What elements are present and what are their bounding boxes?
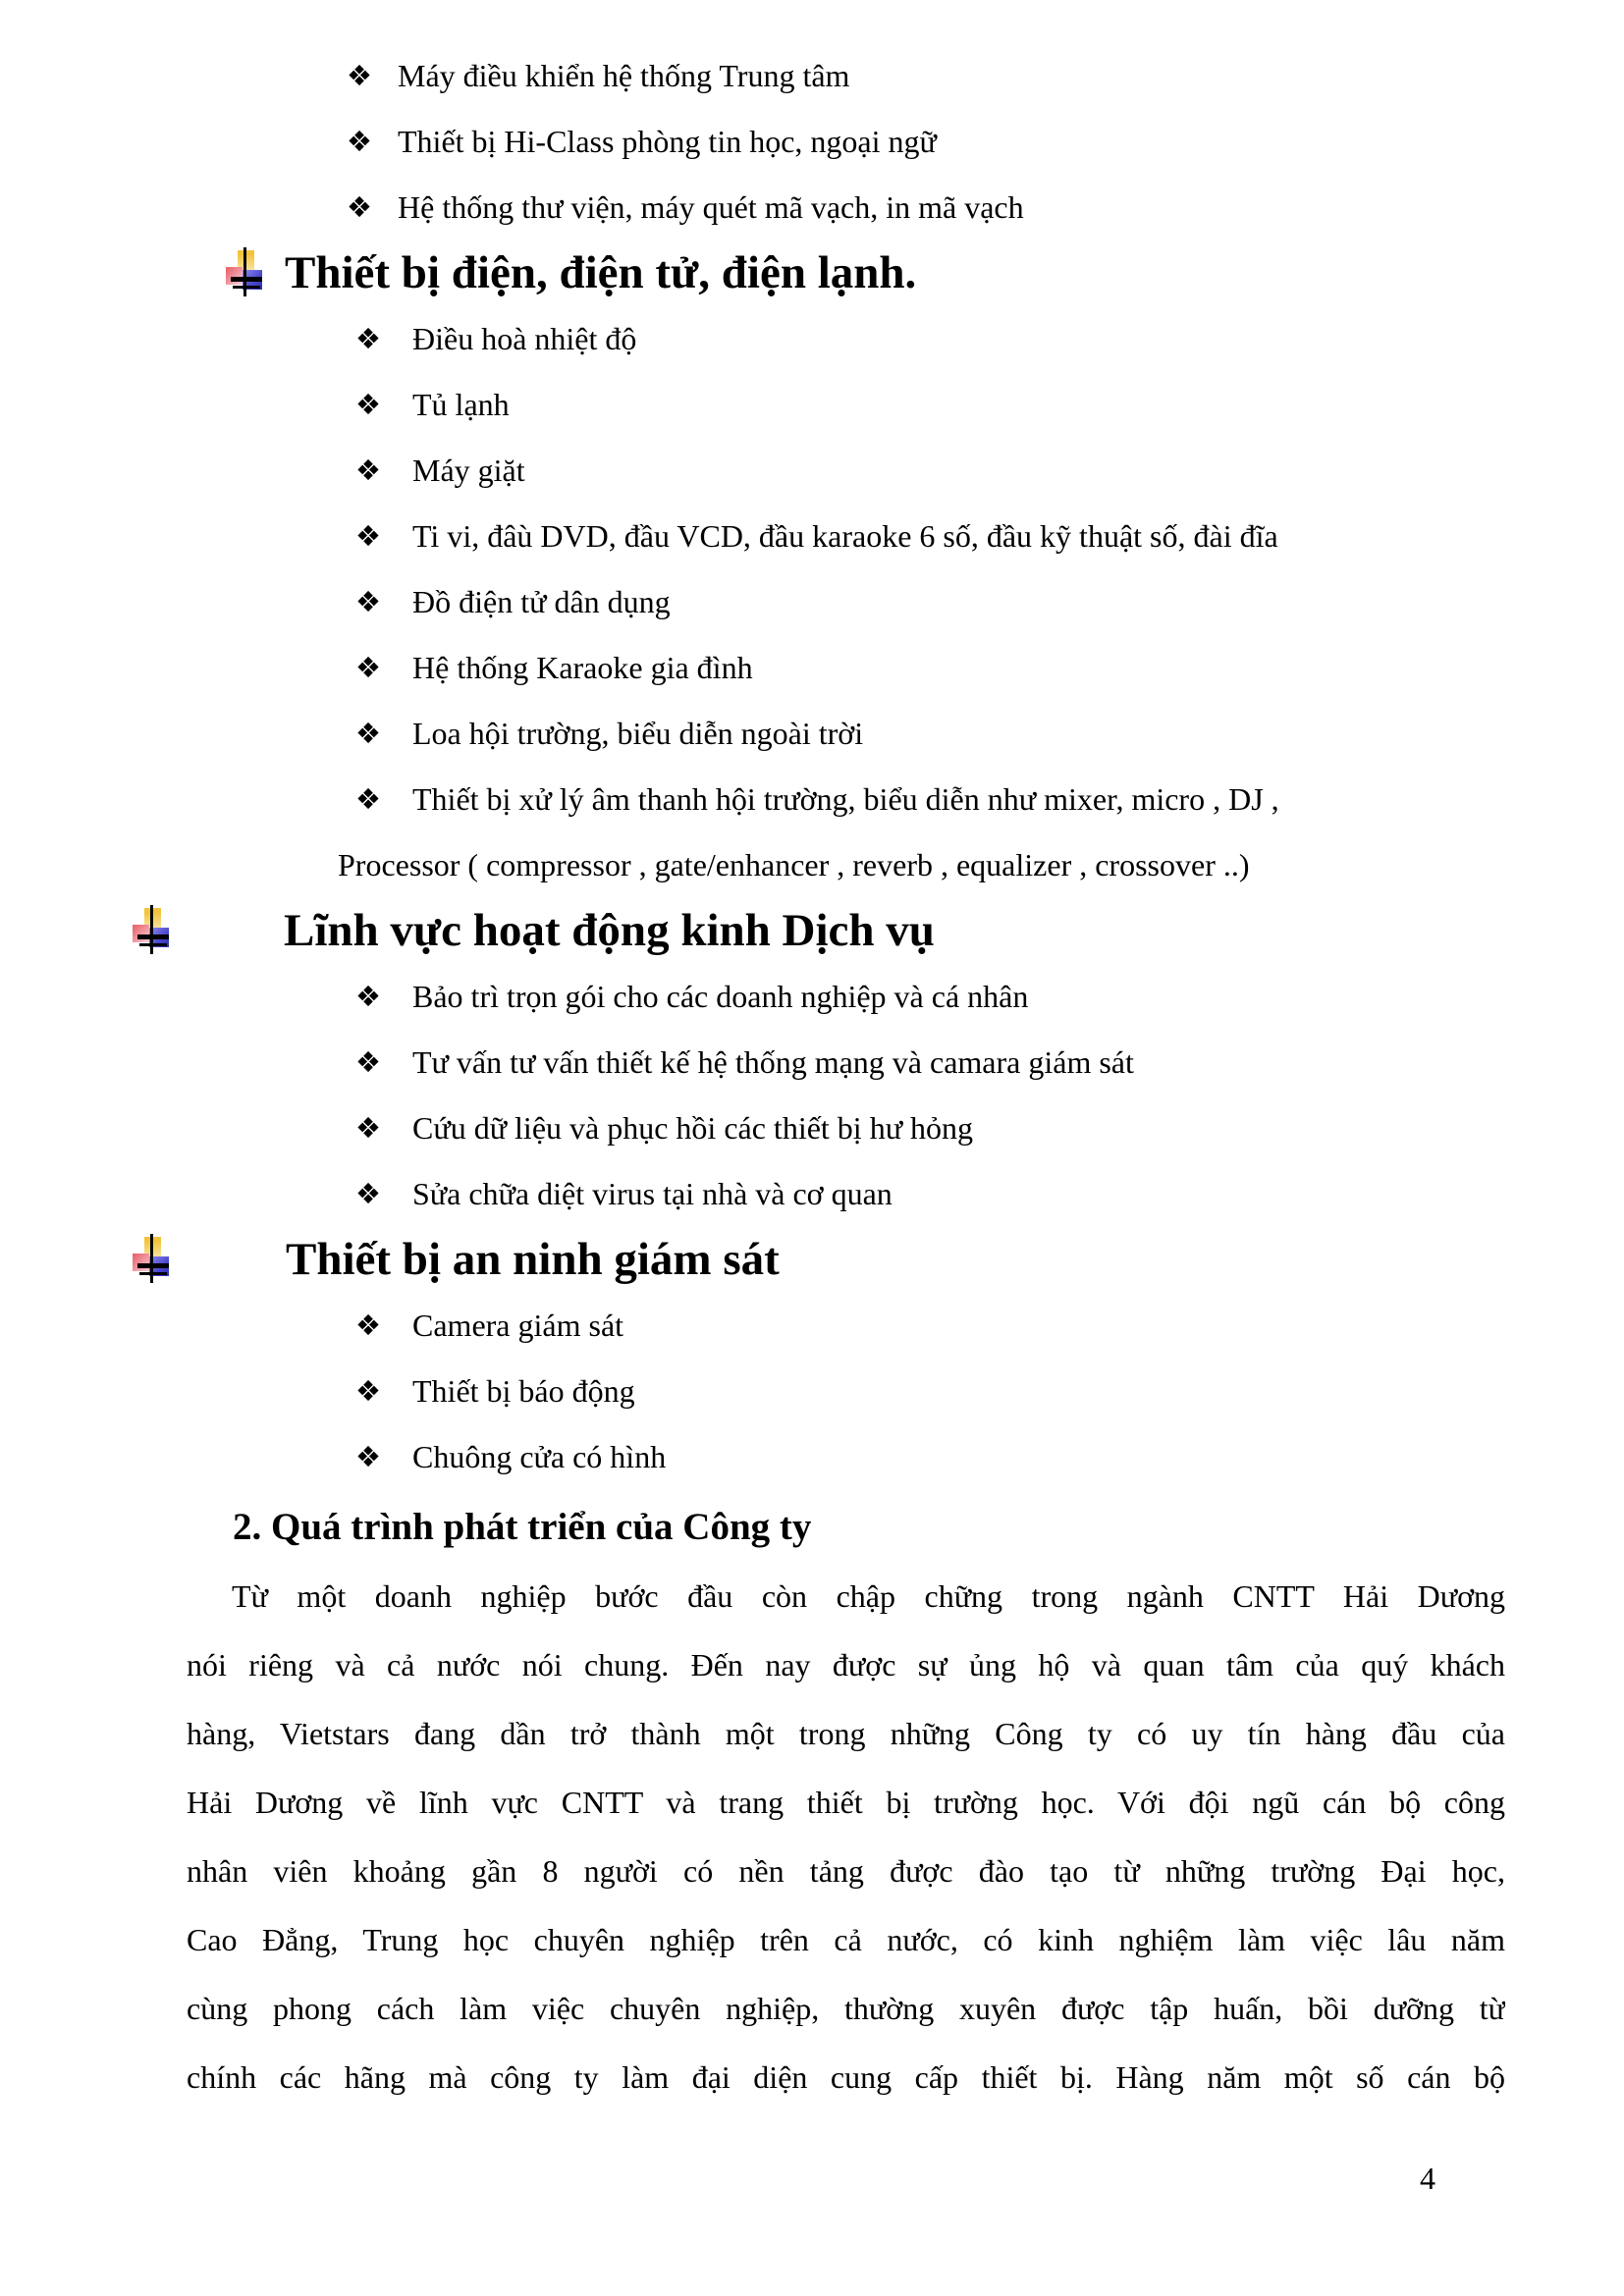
section-heading-text: Thiết bị an ninh giám sát (286, 1234, 780, 1285)
list-item (0, 1171, 1624, 1216)
list-item-text: Đồ điện tử dân dụng (412, 584, 671, 619)
list-item (0, 1368, 1624, 1414)
diamond-bullet-icon: ❖ (355, 1440, 381, 1473)
list-item (0, 776, 1624, 822)
list-item-text: Tủ lạnh (412, 387, 510, 422)
list-item-text: Bảo trì trọn gói cho các doanh nghiệp và cá nhân (412, 979, 1029, 1014)
diamond-bullet-icon: ❖ (347, 125, 372, 158)
paragraph-line: Cao Đẳng, Trung học chuyên nghiệp trên cả nước, có kinh nghiệm làm việc lâu năm (187, 1922, 1505, 1957)
list-item (0, 316, 1624, 361)
list-item-text: Loa hội trường, biểu diễn ngoài trời (412, 716, 864, 751)
list-item-text: Tư vấn tư vấn thiết kế hệ thống mạng và camara giám sát (412, 1044, 1134, 1080)
paragraph-line: Hải Dương về lĩnh vực CNTT và trang thiết bị trường học. Với đội ngũ cán bộ công (187, 1785, 1505, 1820)
diamond-bullet-icon: ❖ (355, 1177, 381, 1210)
list-item (0, 185, 1624, 230)
list-item-text: Sửa chữa diệt virus tại nhà và cơ quan (412, 1176, 893, 1211)
list-item-text: Thiết bị Hi-Class phòng tin học, ngoại ngữ (398, 124, 937, 159)
diamond-bullet-icon: ❖ (355, 519, 381, 553)
list-item-text: Camera giám sát (412, 1308, 624, 1343)
list-item-text: Điều hoà nhiệt độ (412, 321, 637, 356)
list-item-text: Cứu dữ liệu và phục hồi các thiết bị hư hỏng (412, 1110, 974, 1146)
list-item (0, 1434, 1624, 1479)
list-item (0, 645, 1624, 690)
diamond-bullet-icon: ❖ (355, 585, 381, 618)
list-item-text: Thiết bị báo động (412, 1373, 635, 1409)
paragraph-line: cùng phong cách làm việc chuyên nghiệp, thường xuyên được tập huấn, bồi dưỡng từ (187, 1991, 1505, 2026)
diamond-bullet-icon: ❖ (355, 980, 381, 1013)
section-heading (0, 903, 1624, 958)
flag-bullet-icon (133, 1237, 174, 1282)
diamond-bullet-icon: ❖ (355, 717, 381, 750)
page-number: 4 (1420, 2161, 1435, 2196)
section-heading (0, 1232, 1624, 1287)
paragraph-line: hàng, Vietstars đang dần trở thành một trong những Công ty có uy tín hàng đầu của (187, 1716, 1505, 1751)
diamond-bullet-icon: ❖ (355, 388, 381, 421)
flag-bullet-icon (133, 908, 174, 953)
list-item-text: Processor ( compressor , gate/enhancer , reverb , equalizer , crossover ..) (338, 847, 1250, 882)
section-heading-text: Thiết bị điện, điện tử, điện lạnh. (285, 247, 917, 298)
paragraph-line: nhân viên khoảng gần 8 người có nền tảng được đào tạo từ những trường Đại học, (187, 1853, 1505, 1889)
list-item (0, 974, 1624, 1019)
list-item-text: Chuông cửa có hình (412, 1439, 667, 1474)
section-heading (0, 245, 1624, 300)
list-item-text: Hệ thống thư viện, máy quét mã vạch, in mã vạch (398, 189, 1024, 225)
diamond-bullet-icon: ❖ (347, 190, 372, 224)
list-item-text: Hệ thống Karaoke gia đình (412, 650, 753, 685)
list-item (0, 1040, 1624, 1085)
list-item (0, 53, 1624, 98)
paragraph-line: nói riêng và cả nước nói chung. Đến nay được sự ủng hộ và quan tâm của quý khách (187, 1647, 1505, 1682)
list-item (0, 382, 1624, 427)
list-item-text: Máy giặt (412, 453, 525, 488)
list-item (0, 1105, 1624, 1150)
numbered-heading (0, 1503, 1624, 1552)
diamond-bullet-icon: ❖ (355, 1374, 381, 1408)
flag-bullet-icon (226, 250, 267, 295)
list-item-continuation (0, 842, 1624, 887)
diamond-bullet-icon: ❖ (355, 782, 381, 816)
diamond-bullet-icon: ❖ (355, 651, 381, 684)
list-item (0, 513, 1624, 559)
paragraph-line: Từ một doanh nghiệp bước đầu còn chập chững trong ngành CNTT Hải Dương (232, 1578, 1505, 1614)
list-item-text: Ti vi, đâù DVD, đầu VCD, đầu karaoke 6 số, đầu kỹ thuật số, đài đĩa (412, 518, 1278, 554)
list-item (0, 1303, 1624, 1348)
section-heading-text: Lĩnh vực hoạt động kinh Dịch vụ (284, 905, 935, 956)
diamond-bullet-icon: ❖ (355, 454, 381, 487)
diamond-bullet-icon: ❖ (355, 1308, 381, 1342)
diamond-bullet-icon: ❖ (355, 322, 381, 355)
diamond-bullet-icon: ❖ (355, 1111, 381, 1145)
diamond-bullet-icon: ❖ (347, 59, 372, 92)
diamond-bullet-icon: ❖ (355, 1045, 381, 1079)
list-item (0, 579, 1624, 624)
list-item-text: Máy điều khiển hệ thống Trung tâm (398, 58, 850, 93)
list-item (0, 448, 1624, 493)
list-item (0, 711, 1624, 756)
numbered-heading-text: 2. Quá trình phát triển của Công ty (233, 1506, 812, 1548)
list-item-text: Thiết bị xử lý âm thanh hội trường, biểu diễn như mixer, micro , DJ , (412, 781, 1279, 817)
paragraph-line: chính các hãng mà công ty làm đại diện cung cấp thiết bị. Hàng năm một số cán bộ (187, 2059, 1505, 2095)
list-item (0, 119, 1624, 164)
